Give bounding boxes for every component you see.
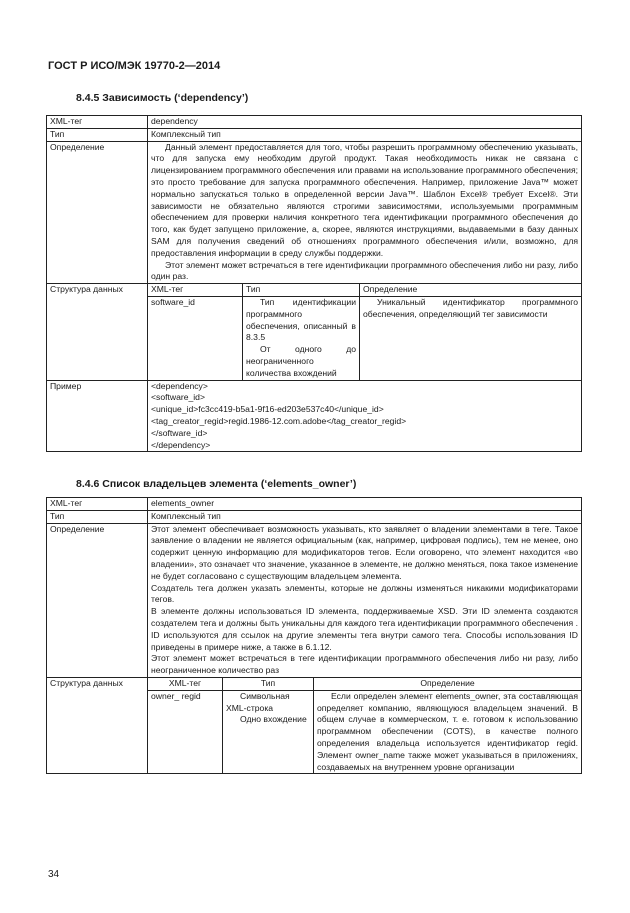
row-value-type: Комплексный тип bbox=[148, 128, 582, 141]
table-row bbox=[47, 498, 582, 511]
struct-type-paragraph: Одно вхождение bbox=[240, 714, 307, 725]
definition-paragraph: В элементе должны использоваться ID элемента, поддерживаемые XSD. Эти ID элемента создаются создателем тега и должны быть уникальны для каждого тега идентификации программного обеспечения . ID используются для ссылок на другие элементы тега внутри самого тега. Способы использования ID приведены в примере ниже, а также в 6.1.12. bbox=[151, 606, 578, 652]
code-line: </dependency> bbox=[151, 439, 211, 450]
data-structure-table bbox=[148, 284, 581, 379]
elements-owner-table bbox=[46, 497, 582, 774]
row-label-data-structure: Структура данных bbox=[47, 677, 148, 773]
code-line: <dependency> bbox=[151, 380, 208, 391]
struct-tag-cell: software_id bbox=[148, 296, 243, 379]
row-label-example: Пример bbox=[47, 380, 148, 452]
row-value-definition bbox=[148, 523, 582, 677]
struct-type-paragraph: Символьная XML-строка bbox=[226, 690, 290, 713]
definition-paragraph: Этот элемент может встречаться в теге идентификации программного обеспечения либо ни разу, либо один раз. bbox=[151, 259, 578, 282]
dependency-table bbox=[46, 115, 582, 452]
row-label-type: Тип bbox=[47, 128, 148, 141]
struct-definition-cell: Если определен элемент elements_owner, эта составляющая определяет компанию, являющуюся владельцем значений. В общем случае в коммерческом, т. е. готовом к использованию программном обеспечении (COTS), в качестве полного определения владельца используется идентификатор regid. Элемент owner_name также может указываться в приложениях, создаваемых на внутреннем уровне организации bbox=[314, 690, 582, 773]
data-structure-table bbox=[148, 678, 581, 773]
table-row bbox=[148, 284, 581, 296]
code-line: <tag_creator_regid>regid.1986-12.com.adobe</tag_creator_regid> bbox=[151, 415, 407, 426]
row-label-data-structure: Структура данных bbox=[47, 284, 148, 380]
section-title-dependency: 8.4.5 Зависимость (‘dependency’) bbox=[76, 92, 249, 104]
data-structure-cell bbox=[148, 284, 582, 380]
table-row bbox=[47, 116, 582, 129]
struct-tag-cell: owner_ regid bbox=[148, 690, 223, 773]
table-row bbox=[47, 380, 582, 452]
row-label-definition: Определение bbox=[47, 141, 148, 284]
row-label-xml-tag: XML-тег bbox=[47, 498, 148, 511]
section-title-elements-owner: 8.4.6 Список владельцев элемента (‘elements_owner’) bbox=[76, 478, 357, 490]
table-row bbox=[47, 677, 582, 773]
example-code-cell bbox=[148, 380, 582, 452]
struct-type-paragraph: От одного до неограниченного количества вхождений bbox=[246, 344, 356, 378]
table-row bbox=[47, 141, 582, 284]
definition-paragraph: Этот элемент обеспечивает возможность указывать, кто заявляет о владении элементами в теге. Такое заявление о владении не является официальным (как, например, цифровая подпись), тем не менее, оно содержит ценную информацию для модификаторов тегов. Если оговорено, что элемент находится «во владении», это означает что значение, указанное в элементе, не должно меняться, пока такое изменение не будет согласовано с существующим владельцем элемента. bbox=[151, 523, 578, 581]
struct-type-cell bbox=[223, 690, 314, 773]
row-label-xml-tag: XML-тег bbox=[47, 116, 148, 129]
document-header: ГОСТ Р ИСО/МЭК 19770-2—2014 bbox=[48, 60, 221, 72]
data-structure-cell bbox=[148, 677, 582, 773]
table-row bbox=[47, 510, 582, 523]
column-header-type: Тип bbox=[223, 678, 314, 690]
definition-paragraph: Этот элемент может встречаться в теге идентификации программного обеспечения либо ни разу, либо неограниченное количество раз bbox=[151, 653, 578, 676]
row-value-xml-tag: elements_owner bbox=[148, 498, 582, 511]
row-value-definition bbox=[148, 141, 582, 284]
code-line: </software_id> bbox=[151, 427, 208, 438]
table-row bbox=[148, 678, 581, 690]
row-label-definition: Определение bbox=[47, 523, 148, 677]
code-line: <software_id> bbox=[151, 392, 205, 403]
definition-paragraph: Создатель тега должен указать элементы, которые не должны изменяться никакими модификаторами тегов. bbox=[151, 582, 578, 605]
table-row bbox=[47, 284, 582, 380]
row-value-type: Комплексный тип bbox=[148, 510, 582, 523]
column-header-type: Тип bbox=[243, 284, 360, 296]
struct-definition-cell: Уникальный идентификатор программного обеспечения, определяющий тег зависимости bbox=[360, 296, 582, 379]
row-value-xml-tag: dependency bbox=[148, 116, 582, 129]
struct-type-cell bbox=[243, 296, 360, 379]
column-header-definition: Определение bbox=[360, 284, 582, 296]
struct-type-paragraph: Тип идентификации программного обеспечения, описанный в 8.3.5 bbox=[246, 296, 356, 343]
row-label-type: Тип bbox=[47, 510, 148, 523]
table-row bbox=[148, 296, 581, 379]
table-row bbox=[47, 523, 582, 677]
code-line: <unique_id>fc3cc419-b5a1-9f16-ed203e537c40</unique_id> bbox=[151, 404, 384, 415]
column-header-xml-tag: XML-тег bbox=[148, 284, 243, 296]
definition-paragraph: Данный элемент предоставляется для того, чтобы разрешить программному обеспечению указывать, что для запуска ему необходим другой продукт. Такая необходимость никак не связана с лицензированием программного обеспечения или правами на использование программного обеспечения; это просто требование для запуска программного обеспечения. Например, приложение Java™ может нормально запускаться только в определенной версии Java™. Шаблон Excel® требует Excel®. Эти зависимости не обязательно являются строгими зависимостями, используемыми программным обеспечением для проверки наличия конкретного тега идентификации программного обеспечения до того, как будет запущено приложение, а, скорее, являются инструкциями, выдаваемыми в базу данных SAM для получения сведений об отношениях программного обеспечения и/или, возможно, для предоставления информации в среду службы поддержки. bbox=[151, 141, 578, 258]
table-row bbox=[148, 690, 581, 773]
column-header-definition: Определение bbox=[314, 678, 582, 690]
column-header-xml-tag: XML-тег bbox=[148, 678, 223, 690]
table-row bbox=[47, 128, 582, 141]
page-number: 34 bbox=[48, 869, 60, 880]
